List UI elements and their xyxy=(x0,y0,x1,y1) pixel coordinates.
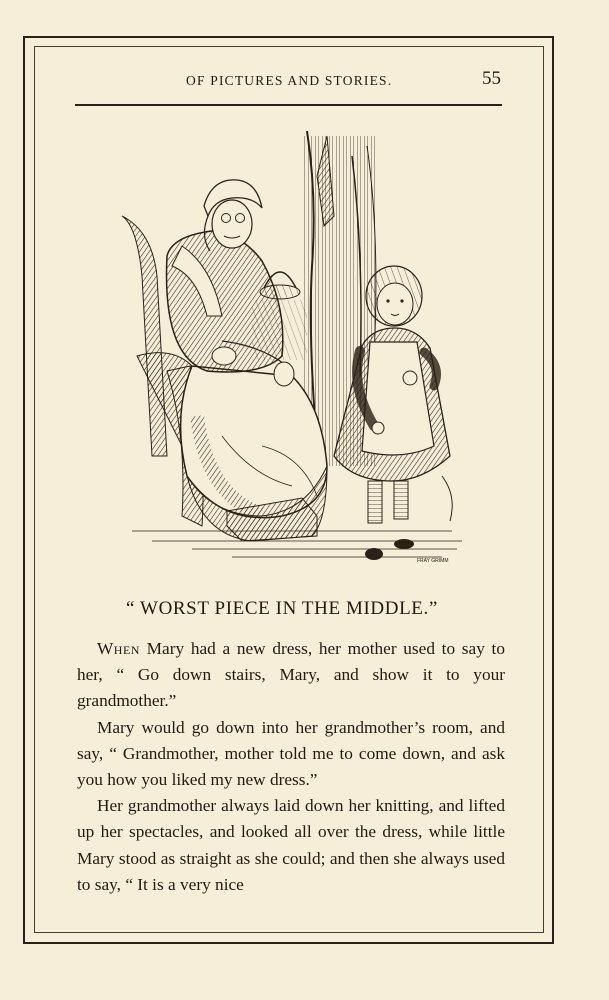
engraving-illustration xyxy=(112,116,472,566)
paragraph-1-lead-word: When xyxy=(97,639,140,658)
paragraph-1 xyxy=(77,636,505,715)
grandmother-and-girl-engraving xyxy=(112,116,472,566)
body-text xyxy=(77,636,505,898)
chapter-title: “ WORST PIECE IN THE MIDDLE.” xyxy=(126,598,438,619)
paragraph-2: Mary would go down into her grandmother’s room, and say, “ Grandmother, mother told me to come down, and ask you how you liked my new dress.” xyxy=(77,717,505,790)
running-head: OF PICTURES AND STORIES. xyxy=(186,73,393,88)
page-number: 55 xyxy=(482,68,501,89)
engraver-signature: FRAY GRIMM xyxy=(417,558,449,564)
paragraph-3: Her grandmother always laid down her knitting, and lifted up her spectacles, and looked all over the dress, while little Mary stood as straight as she could; and then she always used to say, “ It is a very nice xyxy=(77,796,505,894)
header-rule xyxy=(75,104,502,106)
paragraph-1-text: Mary had a new dress, her mother used to say to her, “ Go down stairs, Mary, and show it to your grandmother.” xyxy=(77,639,505,711)
